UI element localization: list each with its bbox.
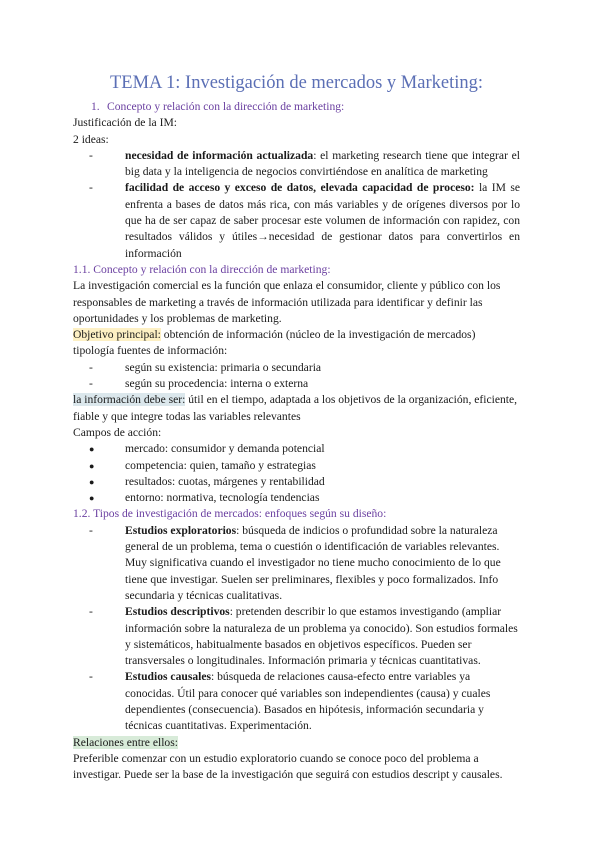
section-number: 1. xyxy=(91,100,100,113)
justificacion-line: Justificación de la IM: xyxy=(73,116,177,130)
list-item xyxy=(89,180,520,261)
tipo-text: : pretenden describir lo que estamos investigando (ampliar información sobre la naturaleza de un problema ya conocido). Son estudios formales y sistemáticos, habitualmente basados en objetivos específicos. Pueden ser transversales o longitudinales. Información primaria y técnicas cuantitativas. xyxy=(125,605,518,668)
list-item: ● entorno: normativa, tecnología tendencias xyxy=(89,490,520,506)
list-item xyxy=(89,669,520,734)
ideas-intro: 2 ideas: xyxy=(73,132,109,146)
tipos-list xyxy=(73,523,520,735)
list-item: - según su procedencia: interna o externa xyxy=(89,376,520,392)
relaciones-line xyxy=(73,735,520,751)
debe-ser-line xyxy=(73,392,520,425)
tipo-text: : búsqueda de relaciones causa-efecto entre variables ya conocidas. Útil para conocer qué variables son independientes (causa) y cuales dependientes (consecuencia). Basados en hipótesis, información secundaria y técnicas cuantitativas. Experimentación. xyxy=(125,670,491,733)
objetivo-text: obtención de información (núcleo de la investigación de mercados) xyxy=(160,328,476,342)
campos-list xyxy=(73,441,520,506)
relaciones-paragraph: Preferible comenzar con un estudio exploratorio cuando se conoce poco del problema a investigar. Puede ser la base de la investigación que seguirá con estudios descript y causales. xyxy=(73,751,503,782)
fuentes-list xyxy=(73,360,520,393)
list-item: ● resultados: cuotas, márgenes y rentabilidad xyxy=(89,474,520,490)
list-item xyxy=(89,523,520,604)
debe-ser-text: útil en el tiempo, adaptada a los objetivos de la organización, eficiente, fiable y que integre todas las variables relevantes xyxy=(73,393,518,423)
tipo-bold: Estudios descriptivos xyxy=(125,605,230,619)
list-item xyxy=(89,604,520,669)
tipologia-line: tipología fuentes de información: xyxy=(73,344,228,358)
subsection-heading-1-2: 1.2. Tipos de investigación de mercados: enfoques según su diseño: xyxy=(73,507,387,521)
campos-label: Campos de acción: xyxy=(73,425,162,439)
idea-bold: necesidad de información actualizada xyxy=(125,148,314,162)
page-title: TEMA 1: Investigación de mercados y Marketing: xyxy=(110,73,483,93)
objetivo-label: Objetivo principal: xyxy=(73,328,161,342)
debe-ser-label: la información debe ser: xyxy=(73,393,186,407)
tipo-text: : búsqueda de indicios o profundidad sobre la naturaleza general de un problema, tema o cuestión o identificación de variables relevantes. Muy significativa cuando el investigador no tiene mucho conocimiento de lo que tiene que investigar. Suelen ser preliminares, flexibles y poco formalizados. Info secundaria y técnicas cualitativas. xyxy=(125,523,501,602)
list-item xyxy=(89,148,520,181)
section-heading-text: Concepto y relación con la dirección de marketing: xyxy=(107,100,345,113)
idea-text: : el marketing research tiene que integrar el big data y la inteligencia de negocios convirtiéndose en analítica de marketing xyxy=(125,148,520,179)
idea-bold: facilidad de acceso y exceso de datos, elevada capacidad de proceso: xyxy=(125,181,475,195)
subsection-heading-1-1: 1.1. Concepto y relación con la dirección de marketing: xyxy=(73,262,331,276)
list-item: ● competencia: quien, tamaño y estrategias xyxy=(89,458,520,474)
tipo-bold: Estudios exploratorios xyxy=(125,523,237,537)
section-heading-1 xyxy=(91,99,520,115)
list-item: ● mercado: consumidor y demanda potencial xyxy=(89,441,520,457)
relaciones-label: Relaciones entre ellos: xyxy=(73,735,178,749)
idea-text: la IM se enfrenta a bases de datos más rica, con más variables y de orígenes diversos por lo que ha de ser capaz de saber procesar este volumen de información con rapidez, con resultados válidos y útiles→necesidad de gestionar datos para convertirlos en información xyxy=(125,181,520,260)
tipo-bold: Estudios causales xyxy=(125,670,212,684)
ideas-list xyxy=(73,148,520,262)
objetivo-line xyxy=(73,327,520,343)
list-item: - según su existencia: primaria o secundaria xyxy=(89,360,520,376)
definition-paragraph: La investigación comercial es la función que enlaza el consumidor, cliente y público con los responsables de marketing a través de información utilizada para identificar y definir las oportunidades y los problemas de marketing. xyxy=(73,279,501,325)
